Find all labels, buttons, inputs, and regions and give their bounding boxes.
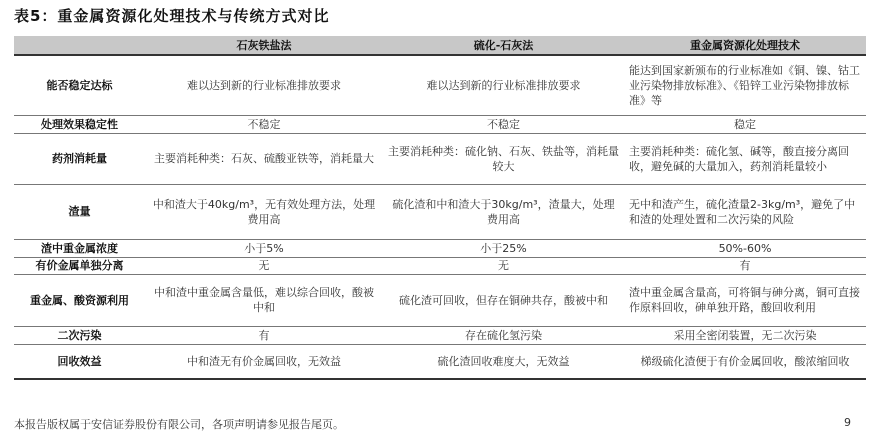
table-cell: 50%-60% (718, 241, 772, 255)
row-label: 渣量 (68, 205, 91, 218)
table-row (14, 239, 866, 257)
table-cell: 中和渣无有价金属回收，无效益 (187, 354, 341, 368)
table-cell: 无 (498, 259, 509, 272)
row-label: 有价金属单独分离 (35, 259, 124, 272)
table-row (14, 274, 866, 326)
table-row (14, 326, 866, 344)
table-cell: 不稳定 (247, 117, 281, 131)
table-row (14, 344, 866, 379)
column-header-lime-iron: 石灰铁盐法 (145, 36, 383, 55)
table-row (14, 133, 866, 184)
table-title: 表5：重金属资源化处理技术与传统方式对比 (14, 7, 330, 25)
column-header-resource-tech: 重金属资源化处理技术 (624, 36, 866, 55)
column-header-corner (14, 36, 145, 55)
table-cell: 小于25% (480, 241, 527, 255)
table-row (14, 184, 866, 239)
page-number: 9 (844, 416, 851, 429)
column-header-sulfide-lime: 硫化-石灰法 (383, 36, 624, 55)
table-cell: 无 (258, 259, 270, 272)
table-cell: 存在硫化氢污染 (465, 328, 542, 342)
row-label: 药剂消耗量 (52, 152, 107, 165)
report-disclaimer: 本报告版权属于安信证券股份有限公司，各项声明请参见报告尾页。 (14, 418, 344, 431)
table-row (14, 55, 866, 115)
row-label: 回收效益 (57, 354, 102, 368)
table-cell: 无中和渣产生，硫化渣量2-3kg/m³，避免了中和渣的处理处置和二次污染的风险 (629, 197, 856, 226)
table-cell: 硫化渣和中和渣大于30kg/m³，渣量大，处理费用高 (392, 197, 615, 226)
table-row (14, 115, 866, 133)
table-cell: 稳定 (734, 117, 756, 131)
table-cell: 主要消耗种类：石灰、硫酸亚铁等，消耗量大 (154, 152, 374, 165)
table-cell: 难以达到新的行业标准排放要求 (187, 78, 341, 92)
row-label: 能否稳定达标 (46, 78, 113, 92)
table-cell: 中和渣大于40kg/m³，无有效处理方法，处理费用高 (152, 197, 376, 226)
table-cell: 渣中重金属含量高，可将铜与砷分离，铜可直接作原料回收，砷单独开路，酸回收利用 (629, 286, 860, 314)
table-row (14, 257, 866, 274)
row-label: 二次污染 (57, 328, 102, 342)
table-header-row (14, 36, 866, 55)
table-cell: 硫化渣回收难度大，无效益 (437, 354, 570, 368)
table-cell: 难以达到新的行业标准排放要求 (426, 78, 581, 92)
table-cell: 主要消耗种类：硫化钠、石灰、铁盐等，消耗量较大 (388, 144, 619, 173)
row-label: 重金属、酸资源利用 (30, 293, 129, 307)
table-cell: 有 (258, 328, 270, 342)
table-cell: 梯级硫化渣便于有价金属回收，酸浓缩回收 (640, 354, 850, 368)
table-cell: 采用全密闭装置，无二次污染 (673, 328, 817, 342)
row-label: 处理效果稳定性 (41, 117, 118, 131)
table-cell: 硫化渣可回收，但存在铜砷共存，酸被中和 (399, 293, 608, 307)
comparison-table (14, 36, 866, 380)
table-cell: 不稳定 (487, 117, 520, 131)
table-cell: 有 (739, 259, 751, 272)
table-cell: 能达到国家新颁布的行业标准如《铜、镍、钴工业污染物排放标准》、《铅锌工业污染物排放标准》等 (629, 63, 860, 107)
row-label: 渣中重金属浓度 (41, 241, 118, 255)
table-cell: 中和渣中重金属含量低，难以综合回收，酸被中和 (154, 286, 374, 314)
table-cell: 小于5% (244, 241, 284, 255)
table-cell: 主要消耗种类：硫化氢、碱等，酸直接分离回收，避免碱的大量加入，药剂消耗量较小 (629, 144, 849, 173)
